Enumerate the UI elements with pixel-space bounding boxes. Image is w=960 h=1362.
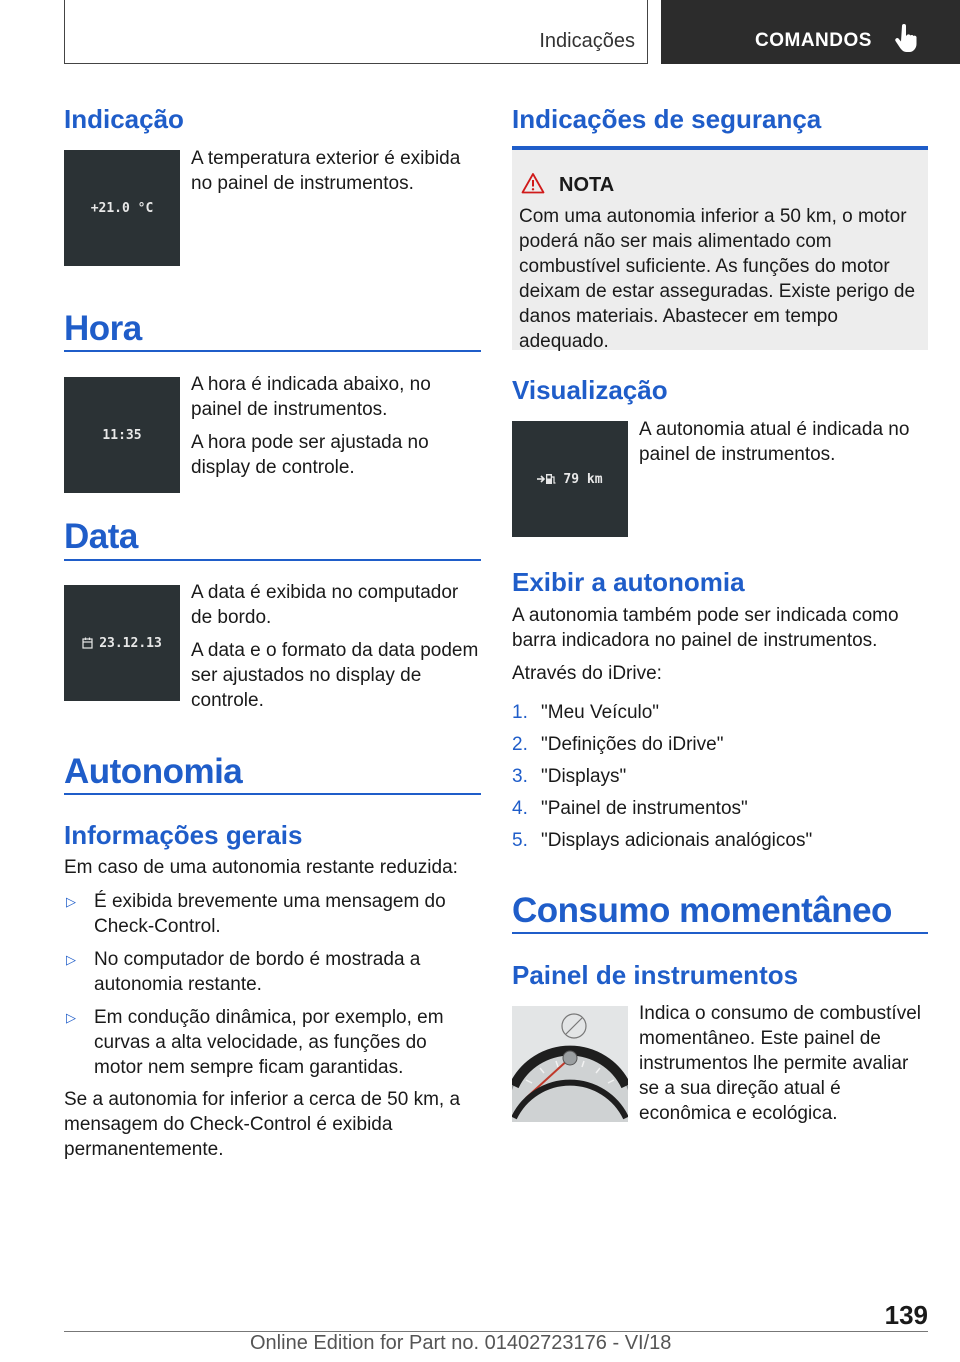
hora-paragraph-2: A hora pode ser ajustada no display de controle. <box>191 432 429 478</box>
exibir-paragraph-2: Através do iDrive: <box>512 663 662 684</box>
bullet-triangle-icon: ▷ <box>66 1010 76 1025</box>
autonomia-intro: Em caso de uma autonomia restante reduzida: <box>64 857 458 878</box>
step-number: 3. <box>512 766 528 787</box>
section-title-data: Data <box>64 517 138 556</box>
step-number: 4. <box>512 798 528 819</box>
consumo-text: Indica o consumo de combustível momentâneo. Este painel de instrumentos lhe permite avaliar se a sua direção atual é econômica e ecológica. <box>639 1003 921 1124</box>
step-number: 2. <box>512 734 528 755</box>
date-display-image <box>64 585 180 701</box>
step-text: "Meu Veículo" <box>541 702 660 723</box>
range-display-image <box>512 421 628 537</box>
step-text: "Painel de instrumentos" <box>541 798 748 819</box>
note-box <box>512 150 928 350</box>
subsection-title-visualizacao: Visualização <box>512 375 668 405</box>
note-text: Com uma autonomia inferior a 50 km, o motor poderá não ser mais alimentado com combustível suficiente. As funções do motor deixam de estar asseguradas. Existe perigo de danos materiais. Abastecer em tempo adequado. <box>519 206 916 352</box>
clock-display-image <box>64 377 180 493</box>
warning-triangle-icon <box>521 172 545 194</box>
header-section-label: Indicações <box>539 30 635 52</box>
data-paragraph-1: A data é exibida no computador de bordo. <box>191 582 459 628</box>
temperature-display-image <box>64 150 180 266</box>
step-number: 5. <box>512 830 528 851</box>
section-title-seguranca: Indicações de segurança <box>512 104 822 134</box>
subsection-title-informacoes: Informações gerais <box>64 820 303 850</box>
clock-readout: 11:35 <box>102 427 142 443</box>
calendar-icon <box>82 637 93 649</box>
section-title-autonomia: Autonomia <box>64 752 243 791</box>
bullet-triangle-icon: ▷ <box>66 894 76 909</box>
autonomia-outro: Se a autonomia for inferior a cerca de 50 km, a mensagem do Check-Control é exibida permanentemente. <box>64 1089 461 1160</box>
consumption-gauge-image <box>512 1006 628 1122</box>
range-readout: 79 km <box>563 471 603 487</box>
section-rule <box>64 793 481 795</box>
hora-paragraph-1: A hora é indicada abaixo, no painel de instrumentos. <box>191 374 431 420</box>
exibir-paragraph-1: A autonomia também pode ser indicada como barra indicadora no painel de instrumentos. <box>512 605 899 651</box>
footer-edition: Online Edition for Part no. 01402723176 - VI/18 <box>250 1332 672 1354</box>
autonomia-bullet: É exibida brevemente uma mensagem do Check-Control. <box>94 891 446 937</box>
temperature-readout: +21.0 °C <box>90 200 154 216</box>
section-title-hora: Hora <box>64 309 142 348</box>
autonomia-bullet: No computador de bordo é mostrada a autonomia restante. <box>94 949 421 995</box>
section-rule <box>64 559 481 561</box>
fuel-pump-icon <box>537 473 557 485</box>
bullet-triangle-icon: ▷ <box>66 952 76 967</box>
section-rule <box>512 932 928 934</box>
page-number: 139 <box>884 1300 928 1330</box>
header-chapter-label: COMANDOS <box>755 30 872 51</box>
hand-pointer-icon <box>895 24 917 54</box>
subsection-title-painel: Painel de instrumentos <box>512 960 799 990</box>
header-section-tab <box>64 0 648 64</box>
section-rule <box>64 350 481 352</box>
note-label: NOTA <box>559 174 615 196</box>
step-text: "Displays adicionais analógicos" <box>541 830 813 851</box>
visualizacao-text: A autonomia atual é indicada no painel de instrumentos. <box>639 419 910 465</box>
autonomia-bullet: Em condução dinâmica, por exemplo, em curvas a alta velocidade, as funções do motor nem sempre ficam garantidas. <box>94 1007 444 1078</box>
data-paragraph-2: A data e o formato da data podem ser ajustados no display de controle. <box>191 640 479 711</box>
step-number: 1. <box>512 702 528 723</box>
subsection-title-exibir: Exibir a autonomia <box>512 567 745 597</box>
section-title-indicacao: Indicação <box>64 104 184 134</box>
header-chapter-tab <box>661 0 960 64</box>
indicacao-text: A temperatura exterior é exibida no painel de instrumentos. <box>191 148 461 194</box>
gauge-dial-icon <box>512 1006 628 1122</box>
step-text: "Displays" <box>541 766 627 787</box>
section-title-consumo: Consumo momentâneo <box>512 891 892 930</box>
step-text: "Definições do iDrive" <box>541 734 724 755</box>
date-readout: 23.12.13 <box>99 635 162 651</box>
